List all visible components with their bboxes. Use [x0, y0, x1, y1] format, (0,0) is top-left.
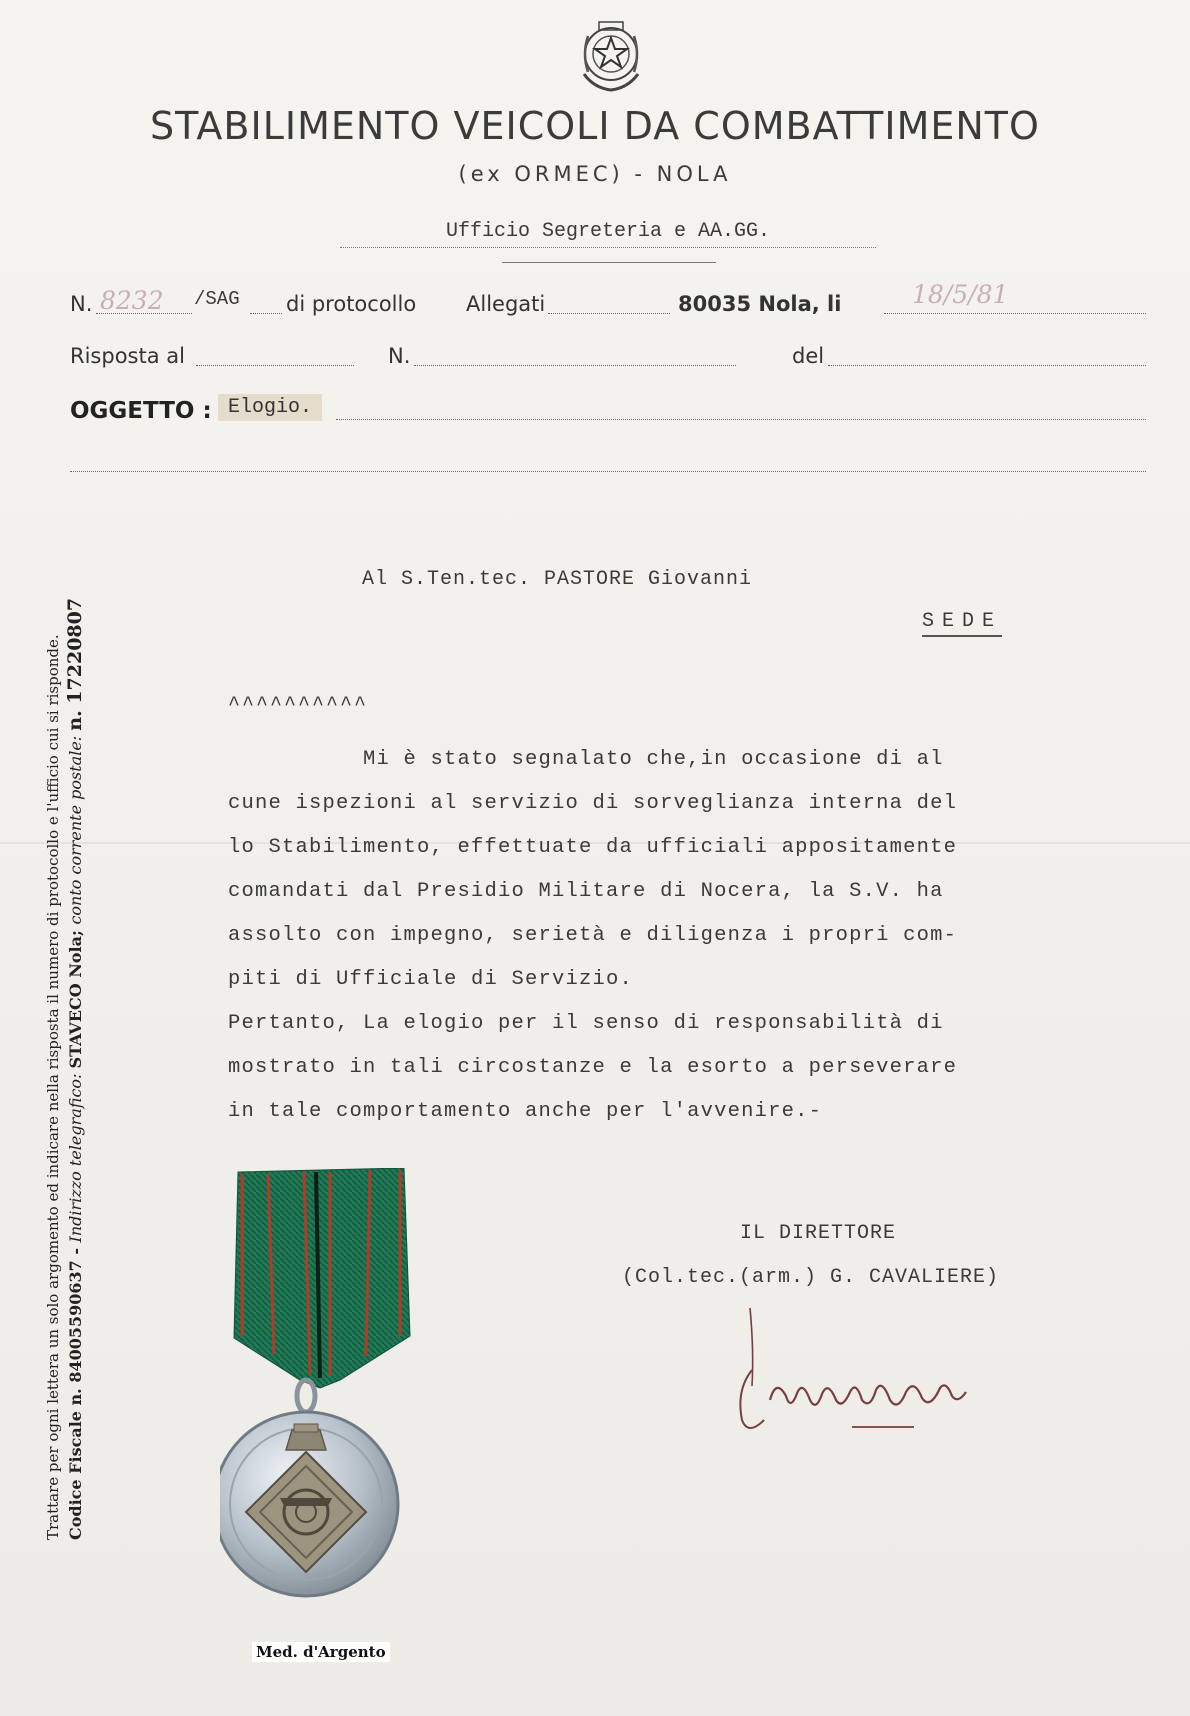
republic-emblem-icon: [574, 18, 648, 96]
reply-number-dots: [414, 364, 736, 366]
attachments-dots: [548, 312, 670, 314]
sidebar-contact: [64, 580, 86, 1540]
body-line: cune ispezioni al servizio di sorveglianza interna del: [228, 792, 958, 815]
body-separator: ^^^^^^^^^^: [228, 694, 369, 717]
recipient-line: Al S.Ten.tec. PASTORE Giovanni: [362, 568, 753, 591]
telegraph-label: Indirizzo telegrafico:: [66, 1068, 85, 1243]
body-line: assolto con impegno, serietà e diligenza i propri com-: [228, 924, 958, 947]
reply-dots: [196, 364, 354, 366]
body-line: comandati dal Presidio Militare di Nocera, la S.V. ha: [228, 880, 944, 903]
letterhead-subtitle: (ex ORMEC) - NOLA: [458, 162, 732, 186]
reply-date-dots: [828, 364, 1146, 366]
date-value: 18/5/81: [912, 280, 1009, 309]
sidebar-instruction: Trattare per ogni lettera un solo argomento ed indicare nella risposta il numero di protocollo e l'ufficio cui si risponde.: [44, 634, 62, 1540]
subject-label: OGGETTO :: [70, 398, 212, 424]
office-divider: [502, 262, 716, 263]
reply-date-label: del: [792, 344, 825, 368]
body-line: Mi è stato segnalato che,in occasione di al: [228, 748, 944, 771]
telegraph-address: STAVECO Nola;: [66, 924, 85, 1069]
office-name: Ufficio Segreteria e AA.GG.: [340, 220, 876, 248]
sidebar-notice: [44, 580, 86, 1540]
silver-medal-image: [220, 1168, 420, 1608]
protocol-number-value: 8232: [100, 286, 164, 315]
postal-account-label: conto corrente postale:: [66, 730, 85, 925]
reply-number-label: N.: [388, 344, 411, 368]
postal-account-number: n. 17220807: [64, 597, 86, 731]
date-dots: [884, 312, 1146, 314]
protocol-number-label: N.: [70, 292, 93, 316]
body-line: in tale comportamento anche per l'avvenire.-: [228, 1100, 823, 1123]
protocol-suffix-dots: [250, 312, 282, 314]
body-line: Pertanto, La elogio per il senso di responsabilità di: [228, 1012, 944, 1035]
protocol-suffix: /SAG: [194, 288, 240, 310]
letter-body: [228, 738, 1058, 1134]
subject-dots-2: [70, 470, 1146, 472]
subject-value: Elogio.: [218, 394, 322, 421]
body-line: piti di Ufficiale di Servizio.: [228, 968, 634, 991]
signature-underline: [852, 1426, 914, 1428]
medal-caption: Med. d'Argento: [252, 1642, 390, 1662]
body-line: lo Stabilimento, effettuate da ufficiali appositamente: [228, 836, 958, 859]
handwritten-signature: [730, 1300, 1010, 1440]
reply-label: Risposta al: [70, 344, 185, 368]
signoff-title: IL DIRETTORE: [740, 1222, 897, 1245]
letterhead-title: STABILIMENTO VEICOLI DA COMBATTIMENTO: [150, 104, 1040, 148]
fiscal-code: Codice Fiscale n. 84005590637 -: [66, 1242, 85, 1540]
subject-dots: [336, 418, 1146, 420]
attachments-label: Allegati: [466, 292, 546, 316]
recipient-location: SEDE: [922, 610, 1002, 637]
body-line: mostrato in tali circostanze e la esorto a perseverare: [228, 1056, 958, 1079]
protocol-label: di protocollo: [286, 292, 417, 316]
signer-name: (Col.tec.(arm.) G. CAVALIERE): [622, 1266, 1000, 1289]
place-label: 80035 Nola, li: [678, 292, 842, 316]
